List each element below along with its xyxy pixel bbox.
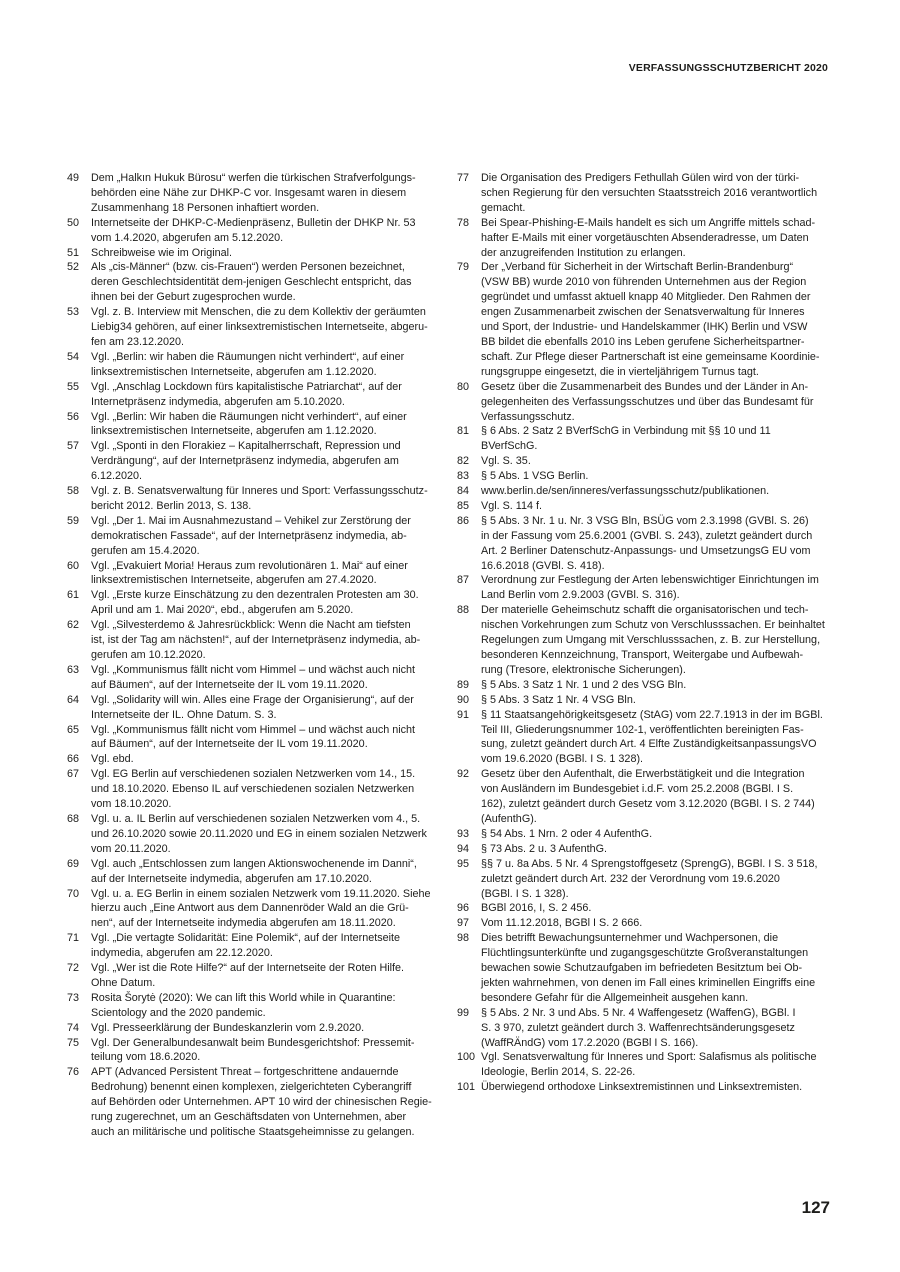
- footnote: [67, 1036, 439, 1066]
- footnote-text: Vgl. ebd.: [91, 753, 134, 766]
- footnote-number: 51: [67, 246, 80, 259]
- footnote-text: § 11 Staatsangehörigkeitsgesetz (StAG) vom 22.7.1913 in der im BGBl. Teil III, Gliederungsnummer 102-1, veröffentlichten bereinigten Fas- sung, zuletzt geändert durch Art. 4 Elfte ZuständigkeitsanpassungsVO vom 19.6.2020 (BGBl. I S. 1 328).: [481, 708, 823, 766]
- footnote: [67, 693, 439, 723]
- footnote-text: Vgl. Presseerklärung der Bundeskanzlerin vom 2.9.2020.: [91, 1021, 365, 1034]
- footnotes-column-left: [67, 171, 439, 1140]
- footnote-number: 87: [457, 574, 470, 587]
- footnote-number: 80: [457, 380, 470, 393]
- footnote-text: Vgl. Senatsverwaltung für Inneres und Sport: Salafismus als politische Ideologie, Berlin 2014, S. 22-26.: [481, 1051, 817, 1079]
- footnote: [67, 305, 439, 350]
- footnote-number: 57: [67, 440, 80, 453]
- footnote: [67, 1065, 439, 1140]
- footnote: [67, 723, 439, 753]
- footnote: [67, 410, 439, 440]
- footnote-text: Internetseite der DHKP-C-Medienpräsenz, Bulletin der DHKP Nr. 53 vom 1.4.2020, abgerufen am 5.12.2020.: [91, 216, 416, 244]
- footnote-text: BGBl 2016, I, S. 2 456.: [481, 902, 592, 915]
- footnote-text: § 5 Abs. 1 VSG Berlin.: [481, 470, 589, 483]
- footnote-number: 84: [457, 485, 470, 498]
- footnote: [457, 514, 829, 574]
- footnote: [457, 767, 829, 827]
- footnote-number: 74: [67, 1021, 80, 1034]
- footnote-text: Gesetz über den Aufenthalt, die Erwerbstätigkeit und die Integration von Ausländern im Bundesgebiet i.d.F. vom 25.2.2008 (BGBl. I S. 162), zuletzt geändert durch Gesetz vom 3.12.2020 (BGBl. I S. 2 744) (AufenthG).: [481, 768, 815, 825]
- footnote: [67, 216, 439, 246]
- footnote-number: 81: [457, 425, 470, 438]
- footnote-number: 64: [67, 693, 80, 706]
- running-header-title: VERFASSUNGSSCHUTZBERICHT 2020: [628, 62, 828, 74]
- footnote: [67, 260, 439, 305]
- footnote-number: 92: [457, 768, 470, 781]
- footnote: [457, 573, 829, 603]
- footnote-number: 79: [457, 261, 470, 274]
- footnote-number: 101: [457, 1081, 476, 1094]
- footnote-text: Dem „Halkın Hukuk Bürosu“ werfen die türkischen Strafverfolgungs- behörden eine Nähe zur DHKP-C vor. Insgesamt waren in diesem Zusammenhang 18 Personen inhaftiert worden.: [91, 172, 416, 214]
- footnote-number: 56: [67, 410, 80, 423]
- footnote-number: 66: [67, 753, 80, 766]
- footnote-text: APT (Advanced Persistent Threat – fortgeschrittene andauernde Bedrohung) benennt einen komplexen, zielgerichteten Cyberangriff auf Behörden oder Unternehmen. APT 10 wird der chinesischen Regie- rung zugerechnet, um an Geschäftsdaten von Unternehmen, aber auch an militärische und politische Staatsgeheimnisse zu gelangen.: [91, 1066, 432, 1138]
- footnote: [67, 380, 439, 410]
- footnote-number: 86: [457, 514, 470, 527]
- footnote-number: 49: [67, 172, 80, 184]
- footnote: [457, 708, 829, 768]
- footnote: [457, 678, 829, 693]
- footnote: [457, 484, 829, 499]
- footnote: [67, 1021, 439, 1036]
- footnote-number: 96: [457, 902, 470, 915]
- footnote: [457, 1080, 829, 1095]
- footnote-number: 95: [457, 857, 470, 870]
- footnote-text: §§ 7 u. 8a Abs. 5 Nr. 4 Sprengstoffgesetz (SprengG), BGBl. I S. 3 518, zuletzt geändert durch Art. 232 der Verordnung vom 19.6.2020 (BGBl. I S. 1 328).: [481, 857, 818, 900]
- footnotes-column-right: [457, 171, 829, 1095]
- footnote-text: § 6 Abs. 2 Satz 2 BVerfSchG in Verbindung mit §§ 10 und 11 BVerfSchG.: [481, 425, 771, 453]
- footnote-number: 88: [457, 604, 470, 617]
- footnote-text: Vgl. z. B. Senatsverwaltung für Inneres und Sport: Verfassungsschutz- bericht 2012. Berlin 2013, S. 138.: [91, 485, 428, 512]
- footnote-text: Dies betrifft Bewachungsunternehmer und Wachpersonen, die Flüchtlingsunterkünfte und zugangsgeschützte Großveranstaltungen bewachen sowie Schutzaufgaben im befriedeten Besitztum bei Ob- jekten wahrnehmen, von denen im Fall eines kriminellen Eingriffs eine besondere Gefahr für die Allgemeinheit ausgehen kann.: [481, 932, 816, 1004]
- footnote: [67, 484, 439, 514]
- footnote-text: Vgl. „Der 1. Mai im Ausnahmezustand – Vehikel zur Zerstörung der demokratischen Fassade“, auf der Internetpräsenz indymedia, ab- gerufen am 15.4.2020.: [91, 514, 411, 557]
- footnote-text: Vgl. auch „Entschlossen zum langen Aktionswochenende im Danni“, auf der Internetseite indymedia, abgerufen am 17.10.2020.: [91, 857, 417, 885]
- footnote-text: Rosita Šorytė (2020): We can lift this World while in Quarantine: Scientology and the 2020 pandemic.: [91, 991, 396, 1019]
- footnote-text: Vgl. „Berlin: Wir haben die Räumungen nicht verhindert“, auf einer linksextremistischen Internetseite, abgerufen am 1.12.2020.: [91, 410, 407, 438]
- footnote-number: 61: [67, 589, 80, 602]
- footnote: [457, 857, 829, 902]
- footnote-text: § 5 Abs. 3 Nr. 1 u. Nr. 3 VSG Bln, BSÜG vom 2.3.1998 (GVBl. S. 26) in der Fassung vom 25.6.2001 (GVBl. S. 243), zuletzt geändert durch Art. 2 Berliner Datenschutz-Anpassungs- und UmsetzungsG EU vom 16.6.2018 (GVBl. S. 418).: [481, 514, 813, 572]
- footnote-text: Die Organisation des Predigers Fethullah Gülen wird von der türki- schen Regierung für den versuchten Staatsstreich 2016 verantwortlich gemacht.: [481, 172, 818, 214]
- footnote: [67, 767, 439, 812]
- footnote: [67, 812, 439, 857]
- footnote: [67, 514, 439, 559]
- footnote-number: 75: [67, 1036, 80, 1049]
- footnote-number: 82: [457, 455, 470, 468]
- footnote: [67, 887, 439, 932]
- footnote-text: Vgl. EG Berlin auf verschiedenen sozialen Netzwerken vom 14., 15. und 18.10.2020. Ebenso IL auf verschiedenen sozialen Netzwerken vom 18.10.2020.: [91, 768, 416, 811]
- page-number: 127: [801, 1198, 830, 1217]
- footnote-number: 100: [457, 1051, 476, 1064]
- footnote: [67, 961, 439, 991]
- footnote-text: Vgl. „Solidarity will win. Alles eine Frage der Organisierung“, auf der Internetseite der IL. Ohne Datum. S. 3.: [91, 693, 414, 721]
- footnote: [457, 931, 829, 1006]
- footnote: [457, 1006, 829, 1051]
- footnote: [457, 901, 829, 916]
- footnote: [67, 752, 439, 767]
- footnote-text: Als „cis-Männer“ (bzw. cis-Frauen“) werden Personen bezeichnet, deren Geschlechtsidentität dem-jenigen Geschlecht entspricht, das ihnen bei der Geburt zugesprochen wurde.: [91, 261, 412, 304]
- footnote-number: 50: [67, 216, 80, 229]
- footnote-text: Vom 11.12.2018, BGBl I S. 2 666.: [481, 917, 643, 930]
- footnote-text: § 73 Abs. 2 u. 3 AufenthG.: [481, 842, 608, 855]
- footnote-text: Vgl. u. a. IL Berlin auf verschiedenen sozialen Netzwerken vom 4., 5. und 26.10.2020 sowie 20.11.2020 und EG in einem sozialen Netzwerk vom 20.11.2020.: [91, 812, 427, 855]
- footnote: [67, 350, 439, 380]
- footnote-number: 52: [67, 261, 80, 274]
- footnote-number: 98: [457, 932, 470, 945]
- footnote-number: 67: [67, 768, 80, 781]
- footnote-number: 72: [67, 962, 80, 975]
- footnote-number: 78: [457, 216, 470, 229]
- footnote-text: Vgl. S. 35.: [481, 455, 531, 468]
- footnote-text: Überwiegend orthodoxe Linksextremistinnen und Linksextremisten.: [481, 1081, 803, 1094]
- footnote-text: § 5 Abs. 3 Satz 1 Nr. 4 VSG Bln.: [481, 693, 636, 706]
- footnote: [457, 499, 829, 514]
- footnote-number: 99: [457, 1006, 470, 1019]
- footnote-number: 94: [457, 842, 470, 855]
- footnote: [67, 857, 439, 887]
- footnote-number: 71: [67, 932, 80, 945]
- footnote: [67, 439, 439, 484]
- footnote-number: 54: [67, 350, 80, 363]
- footnote-number: 85: [457, 499, 470, 512]
- footnote: [457, 216, 829, 261]
- footnote-text: Vgl. „Erste kurze Einschätzung zu den dezentralen Protesten am 30. April und am 1. Mai 2020“, ebd., abgerufen am 5.2020.: [91, 589, 419, 617]
- footnote: [457, 842, 829, 857]
- footnote-text: Vgl. „Silvesterdemo & Jahresrückblick: Wenn die Nacht am tiefsten ist, ist der Tag am nächsten!“, auf der Internetpräsenz indymedia, ab- gerufen am 10.12.2020.: [91, 619, 421, 661]
- footnote: [67, 931, 439, 961]
- footnote-number: 91: [457, 708, 470, 721]
- footnote-text: § 5 Abs. 2 Nr. 3 und Abs. 5 Nr. 4 Waffengesetz (WaffenG), BGBl. I S. 3 970, zuletzt geändert durch 3. Waffenrechtsänderungsgesetz (WaffRÄndG) vom 17.2.2020 (BGBl I S. 166).: [481, 1006, 796, 1049]
- footnote-text: § 54 Abs. 1 Nrn. 2 oder 4 AufenthG.: [481, 827, 653, 840]
- footnote-text: Vgl. Der Generalbundesanwalt beim Bundesgerichtshof: Pressemit- teilung vom 18.6.2020.: [91, 1036, 415, 1064]
- footnote: [67, 991, 439, 1021]
- footnote-number: 73: [67, 991, 80, 1004]
- footnote-number: 69: [67, 857, 80, 870]
- footnote-number: 58: [67, 485, 80, 498]
- footnote: [457, 171, 829, 216]
- footnote: [457, 603, 829, 678]
- footnote-number: 83: [457, 470, 470, 483]
- footnote-number: 65: [67, 723, 80, 736]
- footnote-text: Der „Verband für Sicherheit in der Wirtschaft Berlin-Brandenburg“ (VSW BB) wurde 2010 von führenden Unternehmen aus der Region gegründet und umfasst aktuell knapp 40 Mitglieder. Den Rahmen der engen Zusammenarbeit zwischen der Senatsverwaltung für Inneres und Sport, der Industrie- und Handelskammer (IHK) Berlin und VSW BB bildet die ebenfalls 2010 ins Leben gerufene Sicherheitspartner- schaft. Zur Pflege dieser Partnerschaft ist eine gemeinsame Koordinie- rungsgruppe eingesetzt, die in vierteljährigem Turnus tagt.: [481, 261, 820, 378]
- footnote-text: Vgl. „Berlin: wir haben die Räumungen nicht verhindert“, auf einer linksextremistischen Internetseite, abgerufen am 1.12.2020.: [91, 350, 405, 378]
- footnote: [457, 469, 829, 484]
- footnote-number: 89: [457, 678, 470, 691]
- footnote-number: 76: [67, 1066, 80, 1079]
- footnote-text: Vgl. S. 114 f.: [481, 499, 543, 512]
- footnote-text: Der materielle Geheimschutz schafft die organisatorischen und tech- nischen Vorkehrungen zum Schutz von Verschlusssachen. Er beinhaltet Regelungen zum Umgang mit Verschlusssachen, z. B. zur Herstellung, besonderen Kennzeichnung, Transport, Weitergabe und Aufbewah- rung (Tresore, elektronische Sicherungen).: [481, 604, 825, 676]
- footnote: [67, 559, 439, 589]
- footnote-number: 77: [457, 172, 470, 184]
- footnote-text: Vgl. „Kommunismus fällt nicht vom Himmel – und wächst auch nicht auf Bäumen“, auf der Internetseite der IL vom 19.11.2020.: [91, 723, 416, 751]
- footnote-number: 90: [457, 693, 470, 706]
- footnote: [457, 693, 829, 708]
- footnote-text: Gesetz über die Zusammenarbeit des Bundes und der Länder in An- gelegenheiten des Verfassungsschutzes und über das Bundesamt für Verfassungsschutz.: [481, 380, 814, 423]
- footnote: [457, 424, 829, 454]
- footnote-number: 70: [67, 887, 80, 900]
- footnote: [457, 827, 829, 842]
- footnote-text: Vgl. „Kommunismus fällt nicht vom Himmel – und wächst auch nicht auf Bäumen“, auf der Internetseite der IL vom 19.11.2020.: [91, 663, 416, 691]
- footnote-text: § 5 Abs. 3 Satz 1 Nr. 1 und 2 des VSG Bln.: [481, 678, 687, 691]
- footnote-number: 60: [67, 559, 80, 572]
- footnote: [67, 246, 439, 261]
- footnote-number: 59: [67, 514, 80, 527]
- footnote-number: 97: [457, 917, 470, 930]
- footnote: [457, 454, 829, 469]
- footnote-number: 62: [67, 619, 80, 632]
- footnote-text: Verordnung zur Festlegung der Arten lebenswichtiger Einrichtungen im Land Berlin vom 2.9.2003 (GVBl. S. 316).: [481, 574, 819, 602]
- footnote-number: 93: [457, 827, 470, 840]
- footnote-text: Vgl. „Evakuiert Moria! Heraus zum revolutionären 1. Mai“ auf einer linksextremistischen Internetseite, abgerufen am 27.4.2020.: [91, 559, 408, 587]
- footnote: [457, 380, 829, 425]
- footnote-text: Vgl. z. B. Interview mit Menschen, die zu dem Kollektiv der geräumten Liebig34 gehören, auf einer linksextremistischen Internetseite, abgeru- fen am 23.12.2020.: [91, 306, 428, 348]
- footnote: [67, 663, 439, 693]
- footnote-text: Vgl. „Anschlag Lockdown fürs kapitalistische Patriarchat“, auf der Internetpräsenz indymedia, abgerufen am 5.10.2020.: [91, 380, 402, 408]
- footnote: [67, 618, 439, 663]
- footnote-text: Vgl. „Die vertagte Solidarität: Eine Polemik“, auf der Internetseite indymedia, abgerufen am 22.12.2020.: [91, 932, 401, 960]
- footnote-text: Vgl. u. a. EG Berlin in einem sozialen Netzwerk vom 19.11.2020. Siehe hierzu auch „Eine Antwort aus dem Dannenröder Wald an die Grü- nen“, auf der Internetseite indymedia abgerufen am 18.11.2020.: [91, 887, 431, 930]
- footnote-number: 68: [67, 812, 80, 825]
- footnote-text: Bei Spear-Phishing-E-Mails handelt es sich um Angriffe mittels schad- hafter E-Mails mit einer vorgetäuschten Absenderadresse, um Daten der anzugreifenden Institution zu erlangen.: [481, 216, 816, 259]
- footnote-number: 55: [67, 380, 80, 393]
- footnote-text: Schreibweise wie im Original.: [91, 246, 233, 259]
- footnote-number: 53: [67, 306, 80, 319]
- footnote: [67, 588, 439, 618]
- footnote-text: Vgl. „Sponti in den Florakiez – Kapitalherrschaft, Repression und Verdrängung“, auf der Internetpräsenz indymedia, abgerufen am 6.12.2020.: [91, 440, 401, 483]
- footnote: [67, 171, 439, 216]
- footnote: [457, 1050, 829, 1080]
- footnote-text: www.berlin.de/sen/inneres/verfassungsschutz/publikationen.: [481, 485, 770, 498]
- footnote: [457, 916, 829, 931]
- footnote-number: 63: [67, 663, 80, 676]
- footnote-text: Vgl. „Wer ist die Rote Hilfe?“ auf der Internetseite der Roten Hilfe. Ohne Datum.: [91, 962, 405, 989]
- footnote: [457, 260, 829, 379]
